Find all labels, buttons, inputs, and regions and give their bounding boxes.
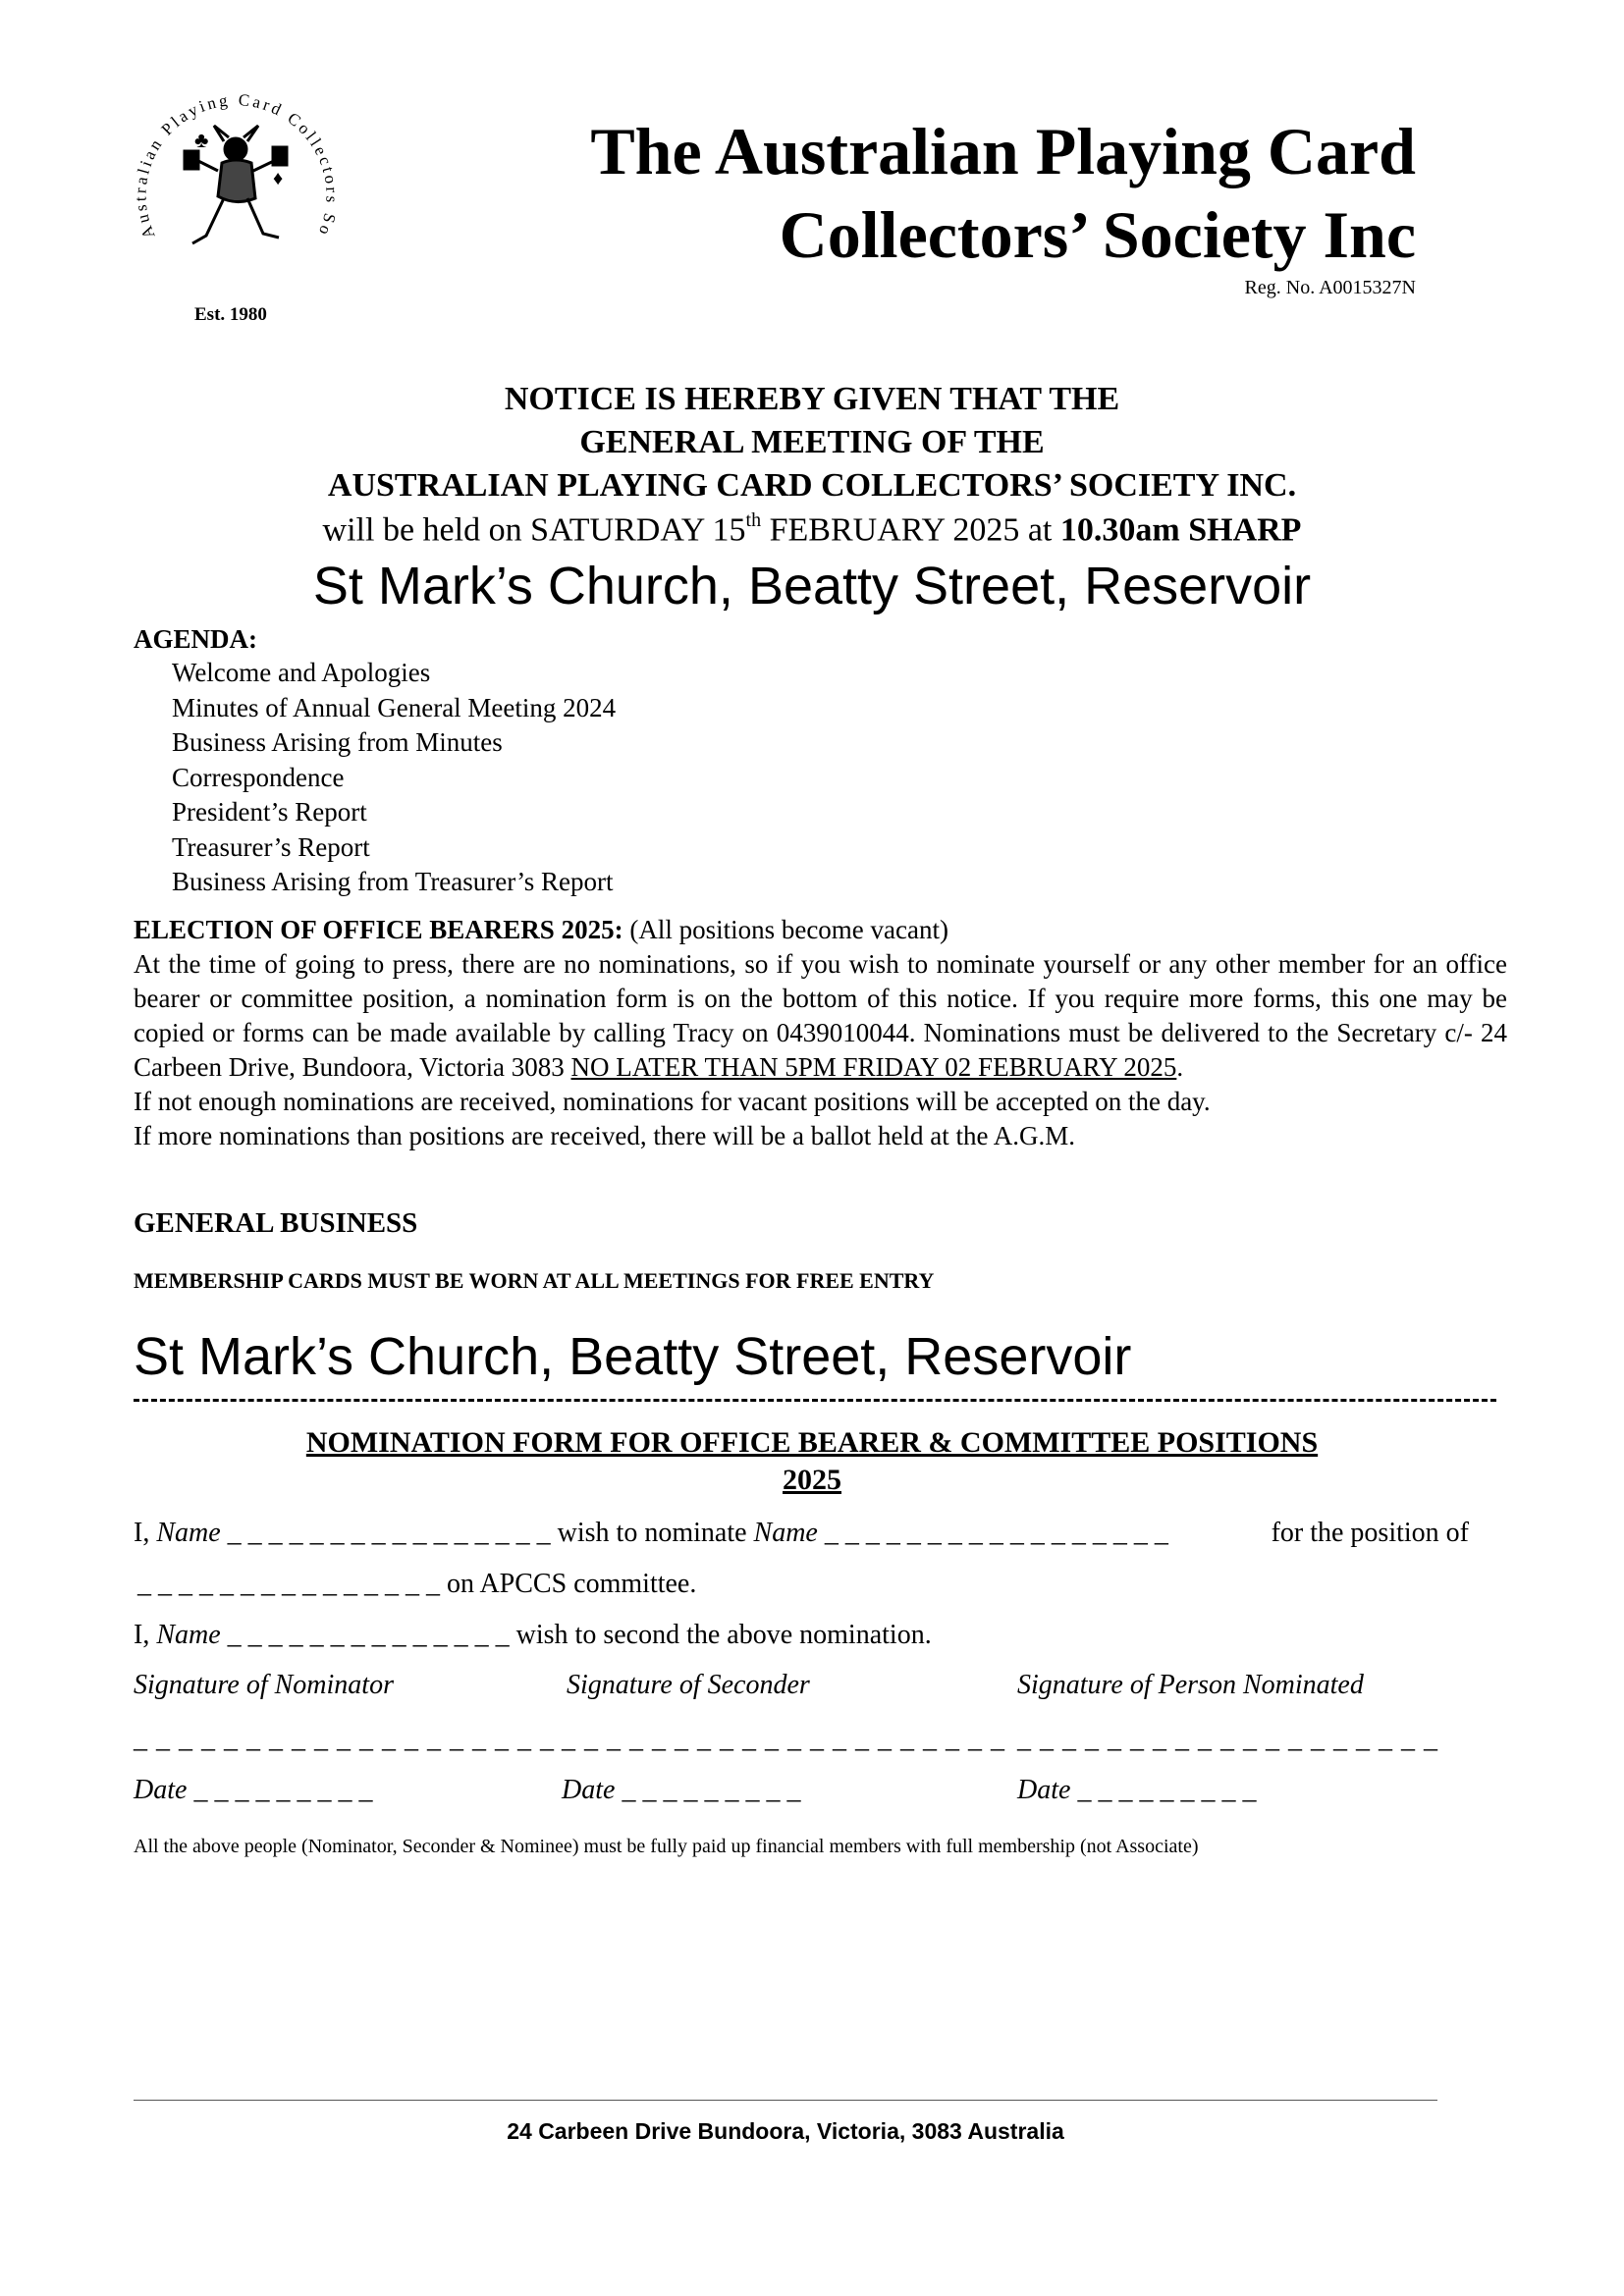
nominator-prefix: I, — [134, 1518, 157, 1548]
agenda-item: President’s Report — [172, 797, 367, 827]
election-para3: If more nominations than positions are received, there will be a ballot held at the A.G.M. — [134, 1121, 1075, 1150]
signature-seconder-label: Signature of Seconder — [567, 1670, 810, 1700]
agenda-item: Treasurer’s Report — [172, 831, 370, 862]
society-title-line2: Collectors’ Society Inc — [779, 197, 1416, 272]
nominate-line — [134, 1520, 1469, 1547]
nominee-name-field[interactable]: _ _ _ _ _ _ _ _ _ _ _ _ _ _ _ _ _ — [817, 1518, 1168, 1548]
form-title-line2: 2025 — [783, 1464, 841, 1496]
election-para2: If not enough nominations are received, nominations for vacant positions will be accepted on the day. — [134, 1087, 1211, 1116]
nominator-name-label: Name — [156, 1518, 221, 1548]
election-paragraph — [134, 947, 1507, 1085]
form-title-line1: NOMINATION FORM FOR OFFICE BEARER & COMMITTEE POSITIONS — [305, 1426, 1319, 1459]
election-para1-text: At the time of going to press, there are no nominations, so if you wish to nominate yourself or any other member for an office bearer or committee position, a nomination form is on the bottom of this notice. If you require more forms, this one may be copied or forms can be made available by calling Tracy on 0439010044. Nominations must be delivered to the Secretary c/- 24 Carbeen Drive, Bundoora, Victoria 3083 — [134, 949, 1507, 1082]
election-heading-note: (All positions become vacant) — [623, 915, 948, 944]
seconder-name-field[interactable]: _ _ _ _ _ _ _ _ _ _ _ _ _ _ — [220, 1620, 516, 1650]
signature-nominator-label: Signature of Nominator — [134, 1670, 394, 1700]
membership-cards-note: MEMBERSHIP CARDS MUST BE WORN AT ALL MEETINGS FOR FREE ENTRY — [134, 1268, 935, 1293]
notice-line2: GENERAL MEETING OF THE — [579, 424, 1045, 460]
society-logo — [116, 69, 361, 294]
agenda-item: Correspondence — [172, 762, 345, 792]
notice-line3: AUSTRALIAN PLAYING CARD COLLECTORS’ SOCIETY INC. — [327, 467, 1297, 504]
nomination-deadline: NO LATER THAN 5PM FRIDAY 02 FEBRUARY 2025 — [570, 1052, 1177, 1082]
position-line — [137, 1571, 696, 1598]
registration-number: Reg. No. A0015327N — [1244, 277, 1416, 298]
nominator-name-field[interactable]: _ _ _ _ _ _ _ _ _ _ _ _ _ _ _ _ — [220, 1518, 558, 1548]
election-section — [134, 913, 1507, 1153]
date-seconder-field[interactable]: _ _ _ _ _ _ _ _ _ — [615, 1775, 801, 1805]
position-field[interactable]: _ _ _ _ _ _ _ _ _ _ _ _ _ _ _ — [137, 1569, 447, 1599]
date-label: Date — [562, 1775, 616, 1805]
second-text: wish to second the above nomination. — [515, 1620, 932, 1650]
date-seconder — [562, 1777, 800, 1804]
signature-seconder-field[interactable]: _ _ _ _ _ _ _ _ _ _ _ _ _ _ _ _ _ _ _ _ — [562, 1724, 1005, 1754]
logo-ring-text: Australian Playing Card Collectors So — [131, 90, 342, 241]
signature-nominee-label: Signature of Person Nominated — [1017, 1670, 1364, 1700]
date-nominator-field[interactable]: _ _ _ _ _ _ _ _ _ — [187, 1775, 373, 1805]
date-nominee — [1017, 1777, 1256, 1804]
meeting-date-line — [0, 509, 1624, 549]
date-nominee-field[interactable]: _ _ _ _ _ _ _ _ _ — [1070, 1775, 1257, 1805]
election-heading: ELECTION OF OFFICE BEARERS 2025: — [134, 915, 623, 944]
agenda-item: Minutes of Annual General Meeting 2024 — [172, 692, 617, 722]
agenda-list — [172, 656, 616, 900]
signature-nominee-field[interactable]: _ _ _ _ _ _ _ _ _ _ _ _ _ _ _ _ _ _ _ — [1017, 1724, 1438, 1754]
date-nominator — [134, 1777, 372, 1804]
election-para1-end: . — [1176, 1052, 1184, 1082]
date-label: Date — [1017, 1775, 1071, 1805]
eligibility-footnote: All the above people (Nominator, Seconder & Nominee) must be fully paid up financial members with full membership (not Associate) — [134, 1836, 1199, 1857]
seconder-name-label: Name — [156, 1620, 221, 1650]
meeting-time: 10.30am SHARP — [1059, 511, 1302, 549]
meeting-date-mid: FEBRUARY 2025 at — [761, 511, 1060, 549]
venue-heading: St Mark’s Church, Beatty Street, Reservoir — [312, 557, 1312, 615]
election-heading-line — [134, 913, 1507, 947]
position-of-text: for the position of — [1271, 1518, 1469, 1548]
agenda-item: Business Arising from Minutes — [172, 727, 503, 757]
date-ordinal: th — [745, 509, 762, 531]
agenda-item: Welcome and Apologies — [172, 658, 431, 687]
seconder-prefix: I, — [134, 1620, 157, 1650]
cut-line-divider — [134, 1399, 1496, 1402]
committee-text: on APCCS committee. — [447, 1569, 697, 1599]
society-title-line1: The Australian Playing Card — [590, 114, 1416, 188]
club-suit-icon: ♣ — [194, 128, 209, 152]
diamond-suit-icon: ♦ — [273, 168, 284, 189]
nominate-text: wish to nominate — [557, 1518, 754, 1548]
agenda-heading: AGENDA: — [134, 624, 257, 654]
established-year: Est. 1980 — [194, 304, 267, 325]
agenda-item: Business Arising from Treasurer’s Report — [172, 867, 614, 896]
nominee-name-label: Name — [753, 1518, 818, 1548]
meeting-date-pre: will be held on SATURDAY 15 — [322, 511, 746, 549]
signature-nominator-field[interactable]: _ _ _ _ _ _ _ _ _ _ _ _ _ _ _ _ _ _ _ — [134, 1724, 555, 1754]
footer-address: 24 Carbeen Drive Bundoora, Victoria, 3083 Australia — [507, 2118, 1064, 2144]
general-business-heading: GENERAL BUSINESS — [134, 1207, 418, 1239]
notice-line1: NOTICE IS HEREBY GIVEN THAT THE — [504, 381, 1120, 417]
footer-divider — [134, 2100, 1437, 2101]
date-label: Date — [134, 1775, 188, 1805]
venue-repeat: St Mark’s Church, Beatty Street, Reservoir — [134, 1327, 1132, 1386]
second-line — [134, 1622, 932, 1649]
